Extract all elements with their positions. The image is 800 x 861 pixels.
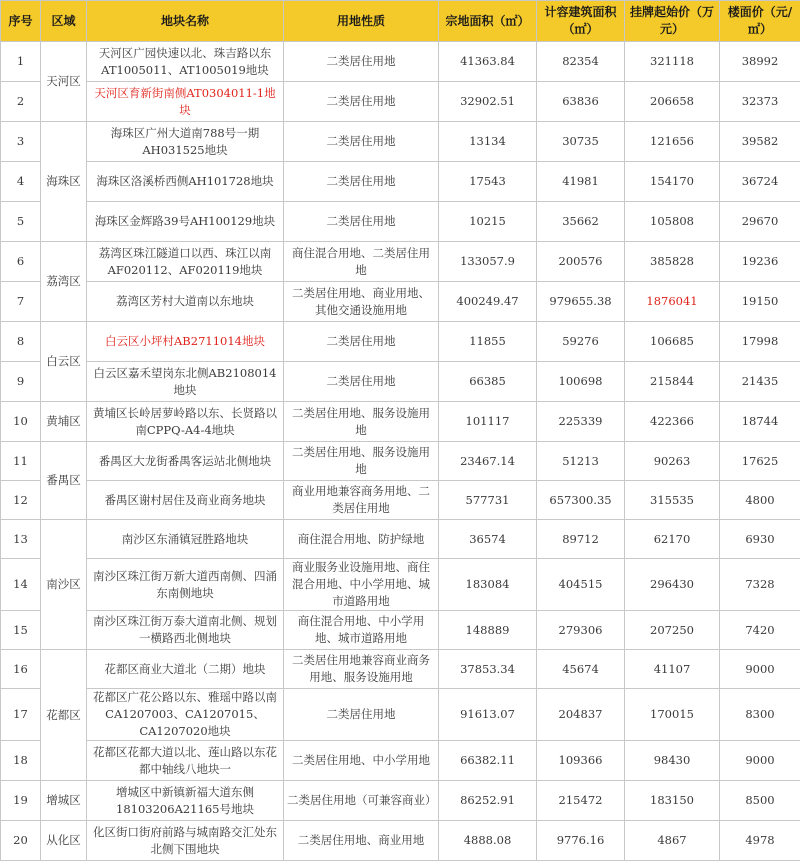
- land-use: 商住混合用地、中小学用地、城市道路用地: [284, 611, 439, 650]
- row-number: 5: [1, 202, 41, 242]
- land-use: 商住混合用地、二类居住用地: [284, 242, 439, 282]
- table-row: [1, 42, 800, 82]
- floor-area: 45674: [537, 650, 625, 689]
- plot-name: 荔湾区珠江隧道口以西、珠江以南AF020112、AF020119地块: [87, 242, 284, 282]
- row-number: 6: [1, 242, 41, 282]
- floor-price: 36724: [720, 162, 800, 202]
- floor-area: 200576: [537, 242, 625, 282]
- row-number: 7: [1, 282, 41, 322]
- floor-area: 279306: [537, 611, 625, 650]
- row-number: 14: [1, 559, 41, 611]
- site-area: 66385: [439, 362, 537, 402]
- start-price: 90263: [625, 442, 720, 481]
- start-price: 4867: [625, 821, 720, 861]
- land-use: 二类居住用地: [284, 322, 439, 362]
- header-land-use: 用地性质: [284, 1, 439, 42]
- table-row: [1, 442, 800, 481]
- start-price: 183150: [625, 781, 720, 821]
- site-area: 101117: [439, 402, 537, 442]
- land-use: 商业服务业设施用地、商住混合用地、中小学用地、城市道路用地: [284, 559, 439, 611]
- row-number: 9: [1, 362, 41, 402]
- land-use: 二类居住用地: [284, 362, 439, 402]
- row-number: 8: [1, 322, 41, 362]
- plot-name: 南沙区东涌镇冠胜路地块: [87, 520, 284, 559]
- row-number: 16: [1, 650, 41, 689]
- floor-price: 6930: [720, 520, 800, 559]
- site-area: 17543: [439, 162, 537, 202]
- site-area: 183084: [439, 559, 537, 611]
- floor-area: 35662: [537, 202, 625, 242]
- site-area: 36574: [439, 520, 537, 559]
- site-area: 11855: [439, 322, 537, 362]
- district-cell: 白云区: [41, 322, 87, 402]
- site-area: 23467.14: [439, 442, 537, 481]
- table-row: [1, 122, 800, 162]
- table-row: [1, 821, 800, 861]
- plot-name: 海珠区洛溪桥西侧AH101728地块: [87, 162, 284, 202]
- start-price: 154170: [625, 162, 720, 202]
- floor-area: 89712: [537, 520, 625, 559]
- table-row: [1, 202, 800, 242]
- table-row: [1, 689, 800, 741]
- row-number: 10: [1, 402, 41, 442]
- table-row: [1, 402, 800, 442]
- site-area: 86252.91: [439, 781, 537, 821]
- floor-area: 215472: [537, 781, 625, 821]
- start-price: 1876041: [625, 282, 720, 322]
- floor-price: 19150: [720, 282, 800, 322]
- land-use: 商业用地兼容商务用地、二类居住用地: [284, 481, 439, 520]
- row-number: 15: [1, 611, 41, 650]
- land-use: 二类居住用地（可兼容商业）: [284, 781, 439, 821]
- floor-price: 7420: [720, 611, 800, 650]
- land-use: 二类居住用地、服务设施用地: [284, 442, 439, 481]
- district-cell: 荔湾区: [41, 242, 87, 322]
- plot-name: 番禺区谢村居住及商业商务地块: [87, 481, 284, 520]
- plot-name: 荔湾区芳村大道南以东地块: [87, 282, 284, 322]
- site-area: 37853.34: [439, 650, 537, 689]
- header-site-area: 宗地面积（㎡）: [439, 1, 537, 42]
- start-price: 206658: [625, 82, 720, 122]
- table-row: [1, 781, 800, 821]
- row-number: 2: [1, 82, 41, 122]
- floor-price: 8300: [720, 689, 800, 741]
- table-row: [1, 162, 800, 202]
- table-row: [1, 520, 800, 559]
- floor-area: 82354: [537, 42, 625, 82]
- header-plot-name: 地块名称: [87, 1, 284, 42]
- plot-name: 花都区广花公路以东、雅瑶中路以南CA1207003、CA1207015、CA1207020地块: [87, 689, 284, 741]
- land-use: 二类居住用地、中小学用地: [284, 741, 439, 781]
- site-area: 32902.51: [439, 82, 537, 122]
- table-row: [1, 611, 800, 650]
- plot-name: 黄埔区长岭居萝岭路以东、长贤路以南CPPQ-A4-4地块: [87, 402, 284, 442]
- floor-price: 7328: [720, 559, 800, 611]
- table-row: [1, 741, 800, 781]
- floor-price: 8500: [720, 781, 800, 821]
- header-start-price: 挂牌起始价（万元）: [625, 1, 720, 42]
- start-price: 98430: [625, 741, 720, 781]
- row-number: 4: [1, 162, 41, 202]
- start-price: 207250: [625, 611, 720, 650]
- floor-price: 19236: [720, 242, 800, 282]
- floor-area: 225339: [537, 402, 625, 442]
- start-price: 170015: [625, 689, 720, 741]
- site-area: 577731: [439, 481, 537, 520]
- district-cell: 天河区: [41, 42, 87, 122]
- land-use: 二类居住用地、商业用地、其他交通设施用地: [284, 282, 439, 322]
- plot-name: 南沙区珠江街万泰大道南北侧、规划一横路西北侧地块: [87, 611, 284, 650]
- floor-price: 29670: [720, 202, 800, 242]
- district-cell: 番禺区: [41, 442, 87, 520]
- floor-price: 18744: [720, 402, 800, 442]
- site-area: 13134: [439, 122, 537, 162]
- floor-area: 100698: [537, 362, 625, 402]
- site-area: 10215: [439, 202, 537, 242]
- land-use: 二类居住用地: [284, 689, 439, 741]
- plot-name: 花都区花都大道以北、莲山路以东花都中轴线八地块一: [87, 741, 284, 781]
- plot-name: 海珠区金辉路39号AH100129地块: [87, 202, 284, 242]
- land-use: 二类居住用地: [284, 82, 439, 122]
- land-use: 二类居住用地兼容商业商务用地、服务设施用地: [284, 650, 439, 689]
- header-floor-price: 楼面价（元/㎡）: [720, 1, 800, 42]
- land-use: 商住混合用地、防护绿地: [284, 520, 439, 559]
- floor-price: 9000: [720, 650, 800, 689]
- floor-price: 39582: [720, 122, 800, 162]
- floor-area: 59276: [537, 322, 625, 362]
- header-floor-area: 计容建筑面积（㎡）: [537, 1, 625, 42]
- floor-area: 9776.16: [537, 821, 625, 861]
- plot-name: 南沙区珠江街万新大道西南侧、四涌东南侧地块: [87, 559, 284, 611]
- plot-name: 白云区小坪村AB2711014地块: [87, 322, 284, 362]
- floor-price: 17998: [720, 322, 800, 362]
- floor-price: 21435: [720, 362, 800, 402]
- row-number: 11: [1, 442, 41, 481]
- row-number: 12: [1, 481, 41, 520]
- plot-name: 番禺区大龙街番禺客运站北侧地块: [87, 442, 284, 481]
- site-area: 4888.08: [439, 821, 537, 861]
- land-use: 二类居住用地: [284, 42, 439, 82]
- district-cell: 黄埔区: [41, 402, 87, 442]
- floor-area: 30735: [537, 122, 625, 162]
- plot-name: 天河区育新街南侧AT0304011-1地块: [87, 82, 284, 122]
- header-no: 序号: [1, 1, 41, 42]
- district-cell: 增城区: [41, 781, 87, 821]
- site-area: 133057.9: [439, 242, 537, 282]
- district-cell: 海珠区: [41, 122, 87, 242]
- floor-area: 979655.38: [537, 282, 625, 322]
- plot-name: 天河区广园快速以北、珠吉路以东AT1005011、AT1005019地块: [87, 42, 284, 82]
- row-number: 17: [1, 689, 41, 741]
- land-use: 二类居住用地、服务设施用地: [284, 402, 439, 442]
- site-area: 148889: [439, 611, 537, 650]
- row-number: 13: [1, 520, 41, 559]
- row-number: 3: [1, 122, 41, 162]
- floor-area: 109366: [537, 741, 625, 781]
- floor-area: 41981: [537, 162, 625, 202]
- row-number: 18: [1, 741, 41, 781]
- plot-name: 花都区商业大道北（二期）地块: [87, 650, 284, 689]
- district-cell: 花都区: [41, 650, 87, 781]
- site-area: 41363.84: [439, 42, 537, 82]
- site-area: 66382.11: [439, 741, 537, 781]
- table-row: [1, 650, 800, 689]
- plot-name: 增城区中新镇新福大道东侧18103206A21165号地块: [87, 781, 284, 821]
- floor-area: 204837: [537, 689, 625, 741]
- district-cell: 从化区: [41, 821, 87, 861]
- start-price: 422366: [625, 402, 720, 442]
- floor-area: 404515: [537, 559, 625, 611]
- floor-price: 32373: [720, 82, 800, 122]
- table-row: [1, 481, 800, 520]
- floor-price: 4978: [720, 821, 800, 861]
- floor-price: 4800: [720, 481, 800, 520]
- start-price: 296430: [625, 559, 720, 611]
- start-price: 105808: [625, 202, 720, 242]
- plot-name: 海珠区广州大道南788号一期AH031525地块: [87, 122, 284, 162]
- row-number: 1: [1, 42, 41, 82]
- row-number: 20: [1, 821, 41, 861]
- floor-price: 9000: [720, 741, 800, 781]
- floor-price: 17625: [720, 442, 800, 481]
- table-row: [1, 362, 800, 402]
- land-use: 二类居住用地: [284, 162, 439, 202]
- start-price: 106685: [625, 322, 720, 362]
- floor-area: 657300.35: [537, 481, 625, 520]
- start-price: 321118: [625, 42, 720, 82]
- floor-area: 63836: [537, 82, 625, 122]
- land-use: 二类居住用地: [284, 202, 439, 242]
- table-row: [1, 242, 800, 282]
- start-price: 215844: [625, 362, 720, 402]
- header-district: 区域: [41, 1, 87, 42]
- start-price: 385828: [625, 242, 720, 282]
- row-number: 19: [1, 781, 41, 821]
- table-body: [1, 42, 800, 861]
- land-use: 二类居住用地、商业用地: [284, 821, 439, 861]
- plot-name: 白云区嘉禾望岗东北侧AB2108014地块: [87, 362, 284, 402]
- floor-area: 51213: [537, 442, 625, 481]
- site-area: 400249.47: [439, 282, 537, 322]
- table-row: [1, 322, 800, 362]
- table-row: [1, 82, 800, 122]
- start-price: 62170: [625, 520, 720, 559]
- start-price: 121656: [625, 122, 720, 162]
- plot-name: 化区街口街府前路与城南路交汇处东北侧下围地块: [87, 821, 284, 861]
- header-row: [1, 1, 800, 42]
- start-price: 41107: [625, 650, 720, 689]
- district-cell: 南沙区: [41, 520, 87, 650]
- land-use: 二类居住用地: [284, 122, 439, 162]
- table-row: [1, 282, 800, 322]
- table-row: [1, 559, 800, 611]
- floor-price: 38992: [720, 42, 800, 82]
- start-price: 315535: [625, 481, 720, 520]
- site-area: 91613.07: [439, 689, 537, 741]
